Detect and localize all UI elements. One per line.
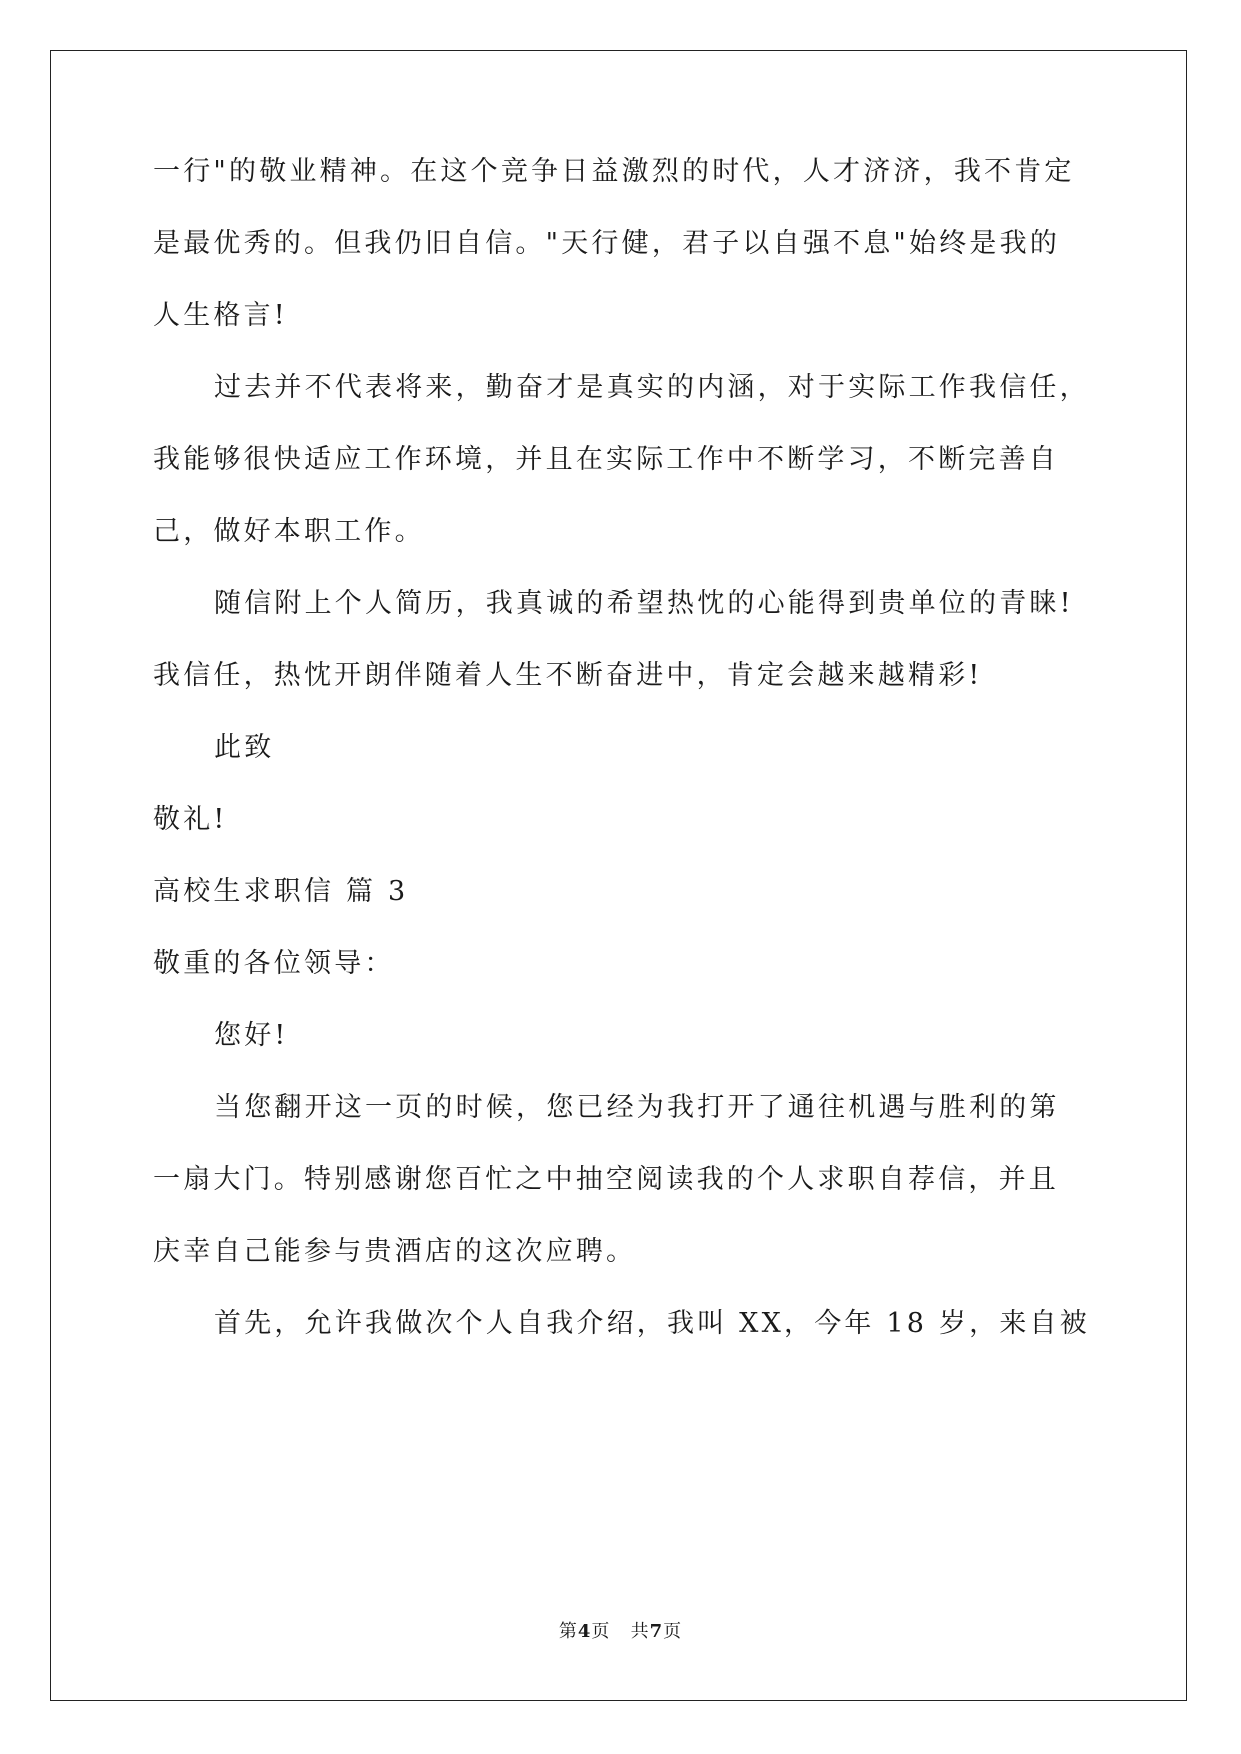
- section-title: 高校生求职信 篇 3: [153, 876, 409, 907]
- total-prefix: 共: [630, 1621, 650, 1642]
- page-prefix: 第: [558, 1621, 578, 1642]
- closing-regards: 敬礼!: [153, 804, 228, 835]
- text-line-8: 我信任，热忱开朗伴随着人生不断奋进中，肯定会越来越精彩!: [153, 660, 983, 691]
- text-line-16: 庆幸自己能参与贵酒店的这次应聘。: [153, 1236, 637, 1267]
- closing-salutation: 此致: [214, 732, 275, 763]
- text-line-4: 过去并不代表将来，勤奋才是真实的内涵，对于实际工作我信任，: [214, 372, 1090, 403]
- greeting-addressee: 敬重的各位领导：: [153, 948, 395, 979]
- page-footer: [0, 1620, 1241, 1644]
- text-line-2: 是最优秀的。但我仍旧自信。"天行健，君子以自强不息"始终是我的: [153, 228, 1061, 259]
- text-line-14: 当您翻开这一页的时候，您已经为我打开了通往机遇与胜利的第: [214, 1092, 1060, 1123]
- page-number: 4: [577, 1621, 592, 1642]
- text-line-6: 己，做好本职工作。: [153, 516, 425, 547]
- text-line-17: 首先，允许我做次个人自我介绍，我叫 XX，今年 18 岁，来自被: [214, 1308, 1090, 1339]
- text-line-7: 随信附上个人简历，我真诚的希望热忱的心能得到贵单位的青睐!: [214, 588, 1074, 619]
- total-suffix: 页: [663, 1621, 683, 1642]
- text-line-3: 人生格言!: [153, 300, 288, 331]
- total-pages: 7: [649, 1621, 664, 1642]
- greeting: 您好!: [214, 1020, 289, 1051]
- text-line-5: 我能够很快适应工作环境，并且在实际工作中不断学习，不断完善自: [153, 444, 1059, 475]
- page-suffix: 页: [591, 1621, 611, 1642]
- text-line-1: 一行"的敬业精神。在这个竞争日益激烈的时代，人才济济，我不肯定: [153, 156, 1075, 187]
- text-line-15: 一扇大门。特别感谢您百忙之中抽空阅读我的个人求职自荐信，并且: [153, 1164, 1059, 1195]
